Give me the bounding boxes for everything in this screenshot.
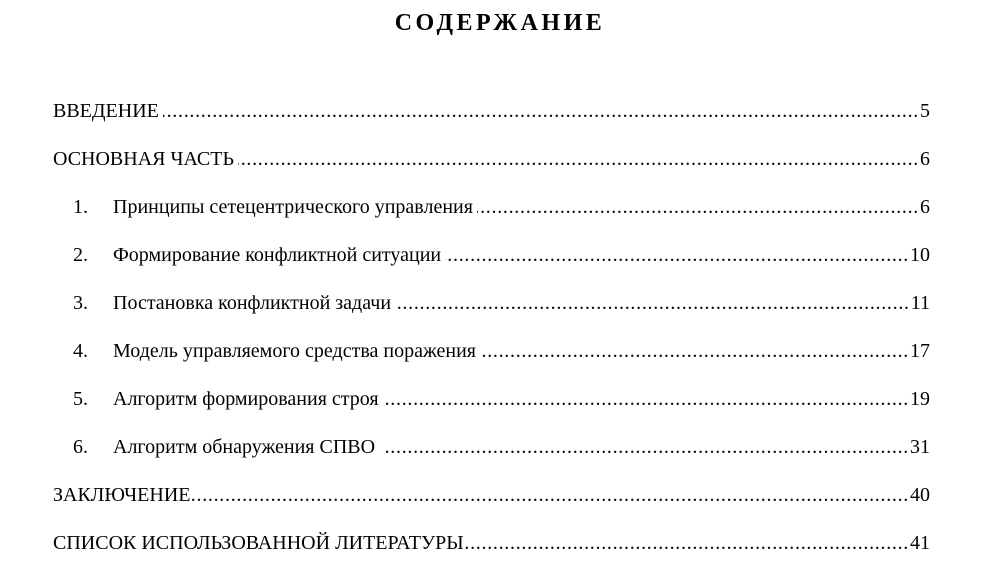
toc-entry-number: 4. bbox=[73, 340, 88, 362]
toc-entry-label: Постановка конфликтной задачи bbox=[113, 292, 392, 314]
toc-entry-label: ЗАКЛЮЧЕНИЕ bbox=[53, 484, 191, 506]
toc-entry-page: 11 bbox=[910, 292, 930, 314]
toc-dot-leader bbox=[465, 519, 909, 567]
toc-dot-leader bbox=[395, 279, 910, 327]
toc-dot-leader bbox=[477, 183, 919, 231]
toc-dot-leader bbox=[445, 231, 909, 279]
toc-entry-page: 19 bbox=[910, 388, 930, 410]
toc-entry-label: Алгоритм обнаружения СПВО bbox=[113, 436, 376, 458]
toc-dot-leader bbox=[383, 375, 909, 423]
toc-dot-leader bbox=[163, 87, 919, 135]
toc-entry-6-algoritm-spvo[interactable] bbox=[53, 423, 930, 471]
toc-dot-leader bbox=[191, 471, 909, 519]
toc-entry-label: СПИСОК ИСПОЛЬЗОВАННОЙ ЛИТЕРАТУРЫ bbox=[53, 532, 464, 554]
toc-entry-page: 41 bbox=[910, 532, 930, 554]
toc-entry-2-formirovanie[interactable] bbox=[53, 231, 930, 279]
toc-entry-zaklyuchenie[interactable] bbox=[53, 471, 930, 519]
toc-entry-page: 10 bbox=[910, 244, 930, 266]
toc-dot-leader bbox=[480, 327, 909, 375]
toc-dot-leader bbox=[385, 423, 909, 471]
toc-entry-page: 6 bbox=[920, 148, 930, 170]
toc-entry-label: ВВЕДЕНИЕ bbox=[53, 100, 159, 122]
toc-entry-osnovnaya-chast[interactable] bbox=[53, 135, 930, 183]
toc-entry-page: 31 bbox=[910, 436, 930, 458]
toc-entry-label: Формирование конфликтной ситуации bbox=[113, 244, 442, 266]
toc-dot-leader bbox=[238, 135, 919, 183]
toc-list bbox=[0, 42, 1000, 567]
toc-entry-1-printsipy[interactable] bbox=[53, 183, 930, 231]
toc-entry-label: Принципы сетецентрического управления bbox=[113, 196, 473, 218]
toc-entry-spisok-literatury[interactable] bbox=[53, 519, 930, 567]
page-title: СОДЕРЖАНИЕ bbox=[394, 10, 606, 36]
toc-entry-label: ОСНОВНАЯ ЧАСТЬ bbox=[53, 148, 234, 170]
toc-entry-number: 3. bbox=[73, 292, 88, 314]
toc-entry-4-model[interactable] bbox=[53, 327, 930, 375]
toc-entry-page: 6 bbox=[920, 196, 930, 218]
toc-entry-page: 40 bbox=[910, 484, 930, 506]
toc-entry-number: 5. bbox=[73, 388, 88, 410]
toc-entry-number: 6. bbox=[73, 436, 88, 458]
toc-entry-5-algoritm-stroya[interactable] bbox=[53, 375, 930, 423]
toc-entry-number: 2. bbox=[73, 244, 88, 266]
toc-entry-number: 1. bbox=[73, 196, 88, 218]
toc-entry-3-postanovka[interactable] bbox=[53, 279, 930, 327]
toc-entry-label: Модель управляемого средства поражения bbox=[113, 340, 476, 362]
toc-entry-page: 17 bbox=[910, 340, 930, 362]
toc-entry-vvedenie[interactable] bbox=[53, 87, 930, 135]
toc-entry-page: 5 bbox=[920, 100, 930, 122]
toc-entry-label: Алгоритм формирования строя bbox=[113, 388, 379, 410]
